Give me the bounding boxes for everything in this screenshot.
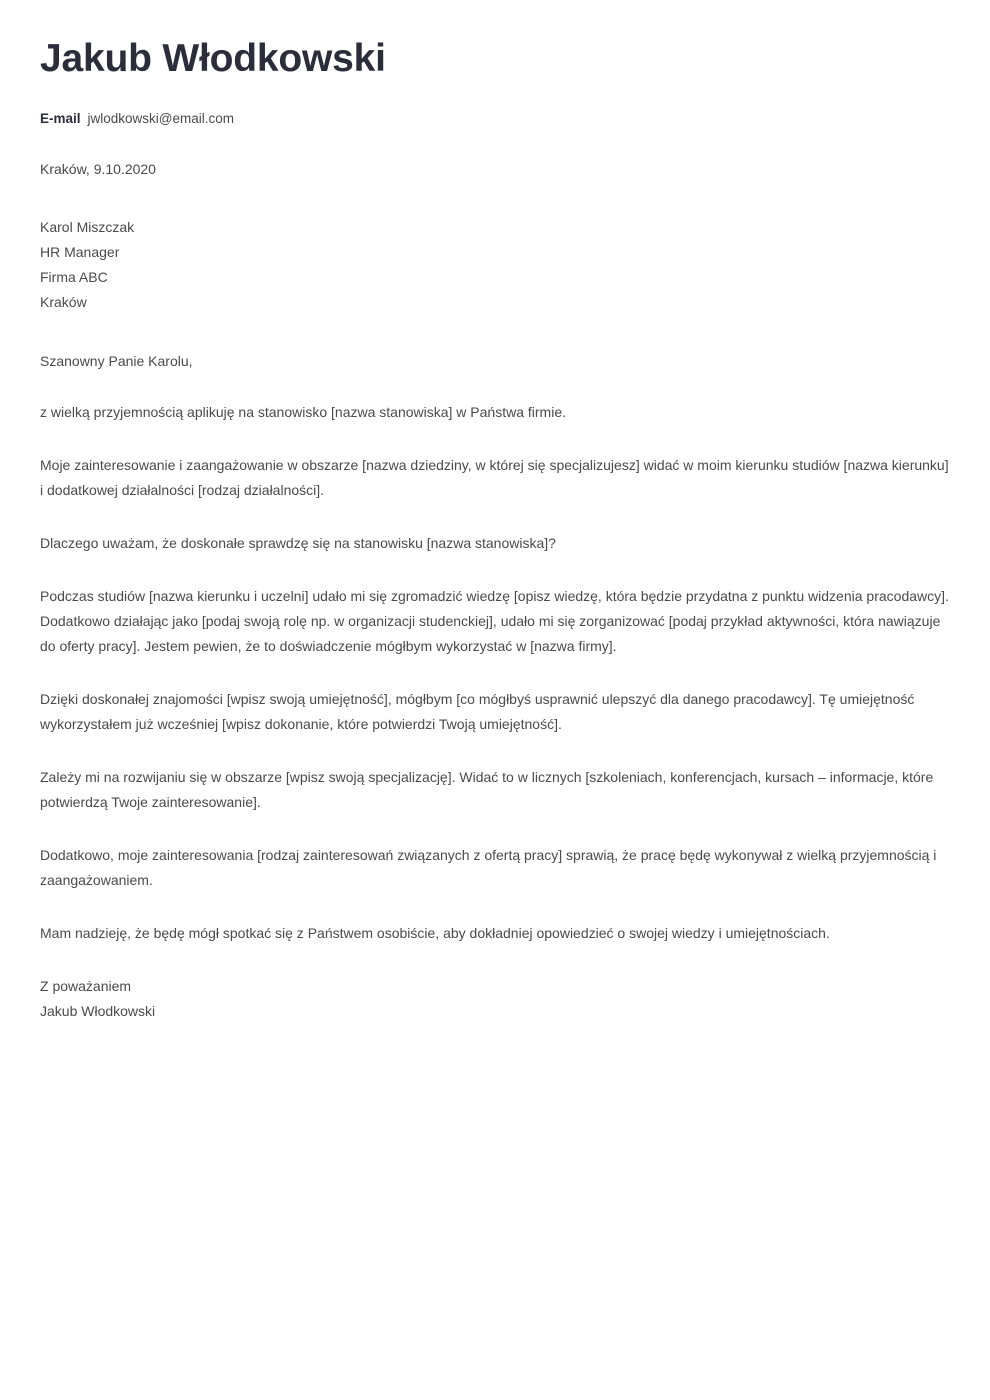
closing-block [40, 974, 950, 1024]
letter-content [40, 0, 950, 1024]
valediction: Z poważaniem [40, 978, 132, 994]
letter-paragraph: Moje zainteresowanie i zaangażowanie w obszarze [nazwa dziedziny, w której się specjalizujesz] widać w moim kierunku studiów [nazwa kierunku] i dodatkowej działalności [rodzaj działalności]. [40, 457, 949, 498]
recipient-name: Karol Miszczak [40, 219, 135, 235]
page-title: Jakub Włodkowski [40, 37, 386, 80]
letter-paragraph: Dodatkowo, moje zainteresowania [rodzaj zainteresowań związanych z ofertą pracy] sprawią, że pracę będę wykonywał z wielką przyjemnością i zaangażowaniem. [40, 847, 937, 888]
signature-name: Jakub Włodkowski [40, 1003, 156, 1019]
letter-paragraph: Zależy mi na rozwijaniu się w obszarze [wpisz swoją specjalizację]. Widać to w licznych [szkoleniach, konferencjach, kursach – informacje, które potwierdzą Twoje zainteresowanie]. [40, 769, 934, 810]
letter-paragraph: Dlaczego uważam, że doskonałe sprawdzę się na stanowisku [nazwa stanowiska]? [40, 535, 556, 551]
recipient-block [40, 215, 950, 315]
letter-paragraph: Podczas studiów [nazwa kierunku i uczelni] udało mi się zgromadzić wiedzę [opisz wiedzę, która będzie przydatna z punktu widzenia pracodawcy]. Dodatkowo działając jako [podaj swoją rolę np. w organizacji studenckiej], udało mi się zorganizować [podaj przykład aktywności, która nawiązuje do oferty pracy]. Jestem pewien, że to doświadczenie mógłbym wykorzystać w [nazwa firmy]. [40, 588, 949, 654]
letter-paragraph: z wielką przyjemnością aplikuję na stanowisko [nazwa stanowiska] w Państwa firmie. [40, 404, 566, 420]
recipient-title: HR Manager [40, 244, 120, 260]
email-value: jwlodkowski@email.com [87, 111, 235, 127]
salutation: Szanowny Panie Karolu, [40, 353, 193, 369]
contact-info [40, 110, 950, 129]
email-label: E-mail [40, 111, 81, 127]
letter-paragraph: Dzięki doskonałej znajomości [wpisz swoją umiejętność], mógłbym [co mógłbyś usprawnić ulepszyć dla danego pracodawcy]. Tę umiejętność wykorzystałem już wcześniej [wpisz dokonanie, które potwierdzi Twoją umiejętność]. [40, 691, 915, 732]
recipient-company: Firma ABC [40, 269, 108, 285]
letter-paragraph: Mam nadzieję, że będę mógł spotkać się z Państwem osobiście, aby dokładniej opowiedzieć o swojej wiedzy i umiejętnościach. [40, 925, 830, 941]
date-line: Kraków, 9.10.2020 [40, 161, 156, 177]
recipient-city: Kraków [40, 294, 87, 310]
